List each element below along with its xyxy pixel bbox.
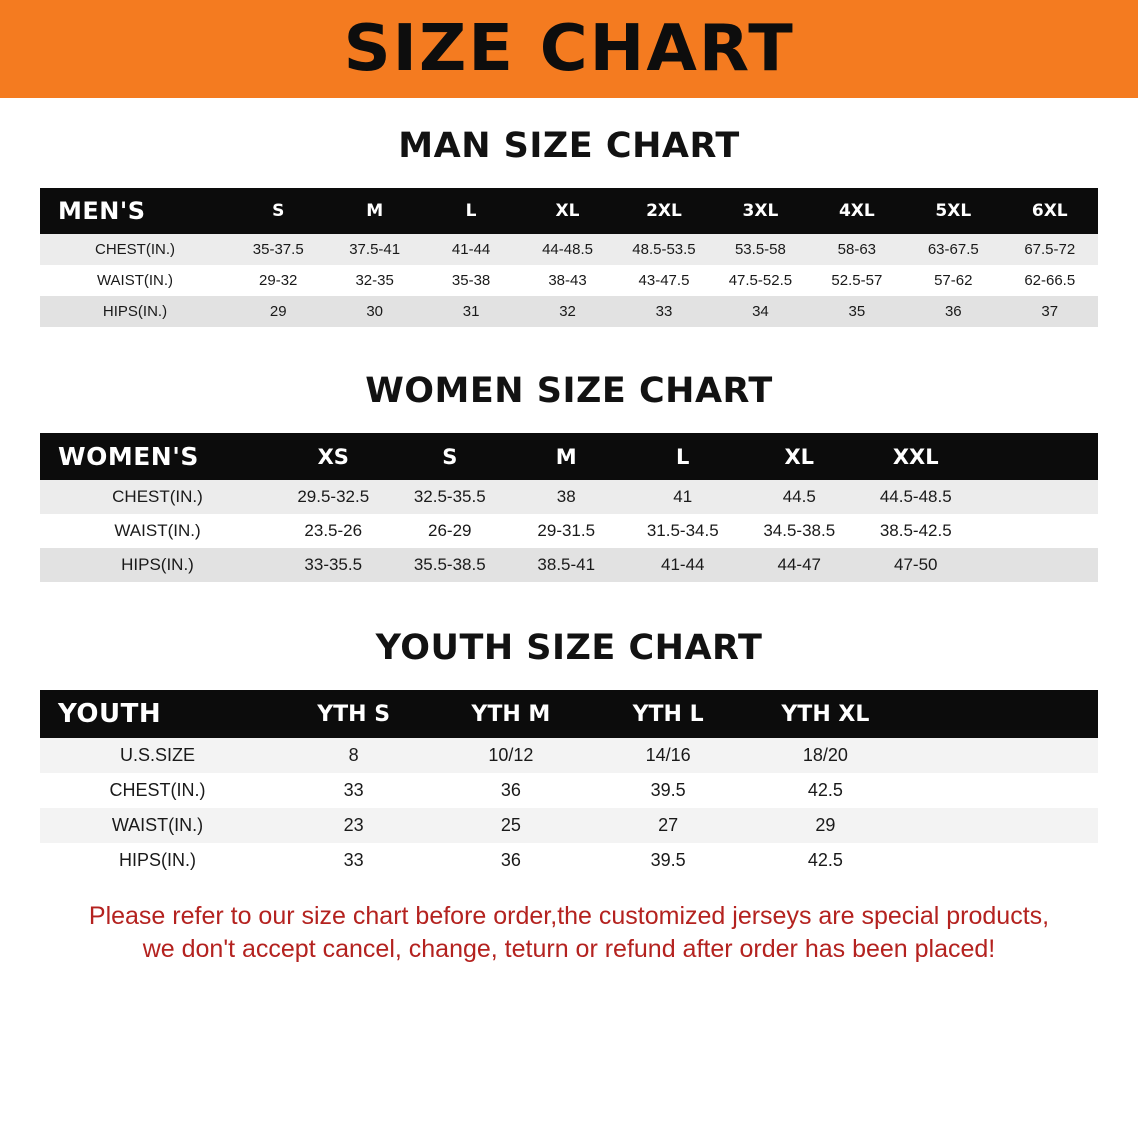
youth-row-0-spacer (904, 738, 1098, 773)
men-row-1-val-0: 29-32 (230, 265, 326, 296)
women-row-0-val-2: 38 (508, 480, 625, 514)
men-col-0: S (230, 188, 326, 234)
women-row-1-val-2: 29-31.5 (508, 514, 625, 548)
banner (0, 0, 1138, 98)
women-col-spacer (974, 433, 1098, 480)
table-row (40, 265, 1098, 296)
men-row-1-val-3: 38-43 (519, 265, 615, 296)
youth-col-2: YTH L (590, 690, 747, 738)
women-header-label: WOMEN'S (40, 433, 275, 480)
women-table-head (40, 433, 1098, 480)
men-row-2-label: HIPS(IN.) (40, 296, 230, 327)
men-row-2-val-2: 31 (423, 296, 519, 327)
youth-row-1-val-1: 36 (432, 773, 589, 808)
women-row-0-val-4: 44.5 (741, 480, 858, 514)
men-row-0-val-5: 53.5-58 (712, 234, 808, 265)
men-row-0-val-0: 35-37.5 (230, 234, 326, 265)
youth-row-2-val-1: 25 (432, 808, 589, 843)
youth-row-2-val-3: 29 (747, 808, 904, 843)
women-col-4: XL (741, 433, 858, 480)
men-col-8: 6XL (1002, 188, 1099, 234)
youth-row-1-val-2: 39.5 (590, 773, 747, 808)
youth-row-3-spacer (904, 843, 1098, 878)
women-row-0-val-1: 32.5-35.5 (392, 480, 509, 514)
women-col-1: S (392, 433, 509, 480)
men-col-1: M (326, 188, 422, 234)
youth-row-3-val-1: 36 (432, 843, 589, 878)
youth-row-3-val-2: 39.5 (590, 843, 747, 878)
youth-row-0-val-2: 14/16 (590, 738, 747, 773)
men-row-0-val-1: 37.5-41 (326, 234, 422, 265)
women-row-2-label: HIPS(IN.) (40, 548, 275, 582)
youth-row-2-val-2: 27 (590, 808, 747, 843)
women-row-1-val-4: 34.5-38.5 (741, 514, 858, 548)
youth-header-row (40, 690, 1098, 738)
men-row-1-val-2: 35-38 (423, 265, 519, 296)
women-row-2-val-4: 44-47 (741, 548, 858, 582)
youth-row-3-val-0: 33 (275, 843, 432, 878)
women-row-1-val-0: 23.5-26 (275, 514, 392, 548)
table-row (40, 480, 1098, 514)
men-row-0-val-8: 67.5-72 (1002, 234, 1099, 265)
men-col-2: L (423, 188, 519, 234)
men-col-3: XL (519, 188, 615, 234)
men-header-label: MEN'S (40, 188, 230, 234)
women-table-body (40, 480, 1098, 582)
youth-col-1: YTH M (432, 690, 589, 738)
women-row-2-val-1: 35.5-38.5 (392, 548, 509, 582)
women-col-0: XS (275, 433, 392, 480)
men-table-body (40, 234, 1098, 327)
youth-row-2-val-0: 23 (275, 808, 432, 843)
women-section-heading: WOMEN SIZE CHART (365, 371, 773, 411)
youth-row-0-val-3: 18/20 (747, 738, 904, 773)
men-row-1-val-8: 62-66.5 (1002, 265, 1099, 296)
women-row-1-val-5: 38.5-42.5 (858, 514, 975, 548)
youth-size-table (40, 690, 1098, 878)
youth-row-2-label: WAIST(IN.) (40, 808, 275, 843)
men-row-0-val-2: 41-44 (423, 234, 519, 265)
men-row-0-val-3: 44-48.5 (519, 234, 615, 265)
men-row-0-label: CHEST(IN.) (40, 234, 230, 265)
men-row-0-val-7: 63-67.5 (905, 234, 1001, 265)
youth-row-0-val-1: 10/12 (432, 738, 589, 773)
youth-col-spacer (904, 690, 1098, 738)
women-header-row (40, 433, 1098, 480)
youth-row-3-val-3: 42.5 (747, 843, 904, 878)
youth-col-3: YTH XL (747, 690, 904, 738)
men-row-2-val-0: 29 (230, 296, 326, 327)
youth-row-3-label: HIPS(IN.) (40, 843, 275, 878)
women-row-2-val-2: 38.5-41 (508, 548, 625, 582)
women-row-0-val-3: 41 (625, 480, 742, 514)
men-row-2-val-8: 37 (1002, 296, 1099, 327)
men-row-0-val-6: 58-63 (809, 234, 905, 265)
women-row-0-val-5: 44.5-48.5 (858, 480, 975, 514)
women-row-0-label: CHEST(IN.) (40, 480, 275, 514)
men-row-1-val-5: 47.5-52.5 (712, 265, 808, 296)
men-row-0-val-4: 48.5-53.5 (616, 234, 712, 265)
women-size-table (40, 433, 1098, 582)
women-col-3: L (625, 433, 742, 480)
men-table-wrapper (40, 188, 1098, 327)
men-col-6: 4XL (809, 188, 905, 234)
youth-row-1-spacer (904, 773, 1098, 808)
men-row-2-val-7: 36 (905, 296, 1001, 327)
men-row-1-label: WAIST(IN.) (40, 265, 230, 296)
table-row (40, 808, 1098, 843)
women-row-1-spacer (974, 514, 1098, 548)
men-header-row (40, 188, 1098, 234)
man-section-heading: MAN SIZE CHART (398, 126, 740, 166)
women-row-0-val-0: 29.5-32.5 (275, 480, 392, 514)
women-row-1-val-1: 26-29 (392, 514, 509, 548)
men-row-1-val-7: 57-62 (905, 265, 1001, 296)
disclaimer-line-1: Please refer to our size chart before order,the customized jerseys are special products, (88, 902, 1050, 930)
women-row-2-val-3: 41-44 (625, 548, 742, 582)
women-row-2-spacer (974, 548, 1098, 582)
youth-row-1-val-0: 33 (275, 773, 432, 808)
men-size-table (40, 188, 1098, 327)
disclaimer-note (36, 900, 1102, 966)
table-row (40, 234, 1098, 265)
table-row (40, 296, 1098, 327)
table-row (40, 738, 1098, 773)
youth-row-0-label: U.S.SIZE (40, 738, 275, 773)
women-row-2-val-5: 47-50 (858, 548, 975, 582)
women-row-2-val-0: 33-35.5 (275, 548, 392, 582)
women-row-1-label: WAIST(IN.) (40, 514, 275, 548)
table-row (40, 514, 1098, 548)
youth-table-body (40, 738, 1098, 878)
women-col-5: XXL (858, 433, 975, 480)
women-col-2: M (508, 433, 625, 480)
youth-table-wrapper (40, 690, 1098, 878)
men-col-4: 2XL (616, 188, 712, 234)
men-col-7: 5XL (905, 188, 1001, 234)
table-row (40, 843, 1098, 878)
youth-table-head (40, 690, 1098, 738)
youth-row-2-spacer (904, 808, 1098, 843)
men-row-1-val-6: 52.5-57 (809, 265, 905, 296)
table-row (40, 548, 1098, 582)
women-row-1-val-3: 31.5-34.5 (625, 514, 742, 548)
men-col-5: 3XL (712, 188, 808, 234)
table-row (40, 773, 1098, 808)
youth-row-1-label: CHEST(IN.) (40, 773, 275, 808)
youth-col-0: YTH S (275, 690, 432, 738)
banner-title: SIZE CHART (343, 12, 795, 86)
men-row-2-val-5: 34 (712, 296, 808, 327)
women-row-0-spacer (974, 480, 1098, 514)
men-row-2-val-1: 30 (326, 296, 422, 327)
youth-section-heading: YOUTH SIZE CHART (375, 628, 763, 668)
men-row-2-val-4: 33 (616, 296, 712, 327)
youth-row-0-val-0: 8 (275, 738, 432, 773)
youth-header-label: YOUTH (40, 690, 275, 738)
men-row-2-val-6: 35 (809, 296, 905, 327)
women-table-wrapper (40, 433, 1098, 582)
men-row-2-val-3: 32 (519, 296, 615, 327)
men-row-1-val-4: 43-47.5 (616, 265, 712, 296)
disclaimer-line-2: we don't accept cancel, change, teturn or refund after order has been placed! (142, 935, 996, 963)
youth-row-1-val-3: 42.5 (747, 773, 904, 808)
men-table-head (40, 188, 1098, 234)
men-row-1-val-1: 32-35 (326, 265, 422, 296)
